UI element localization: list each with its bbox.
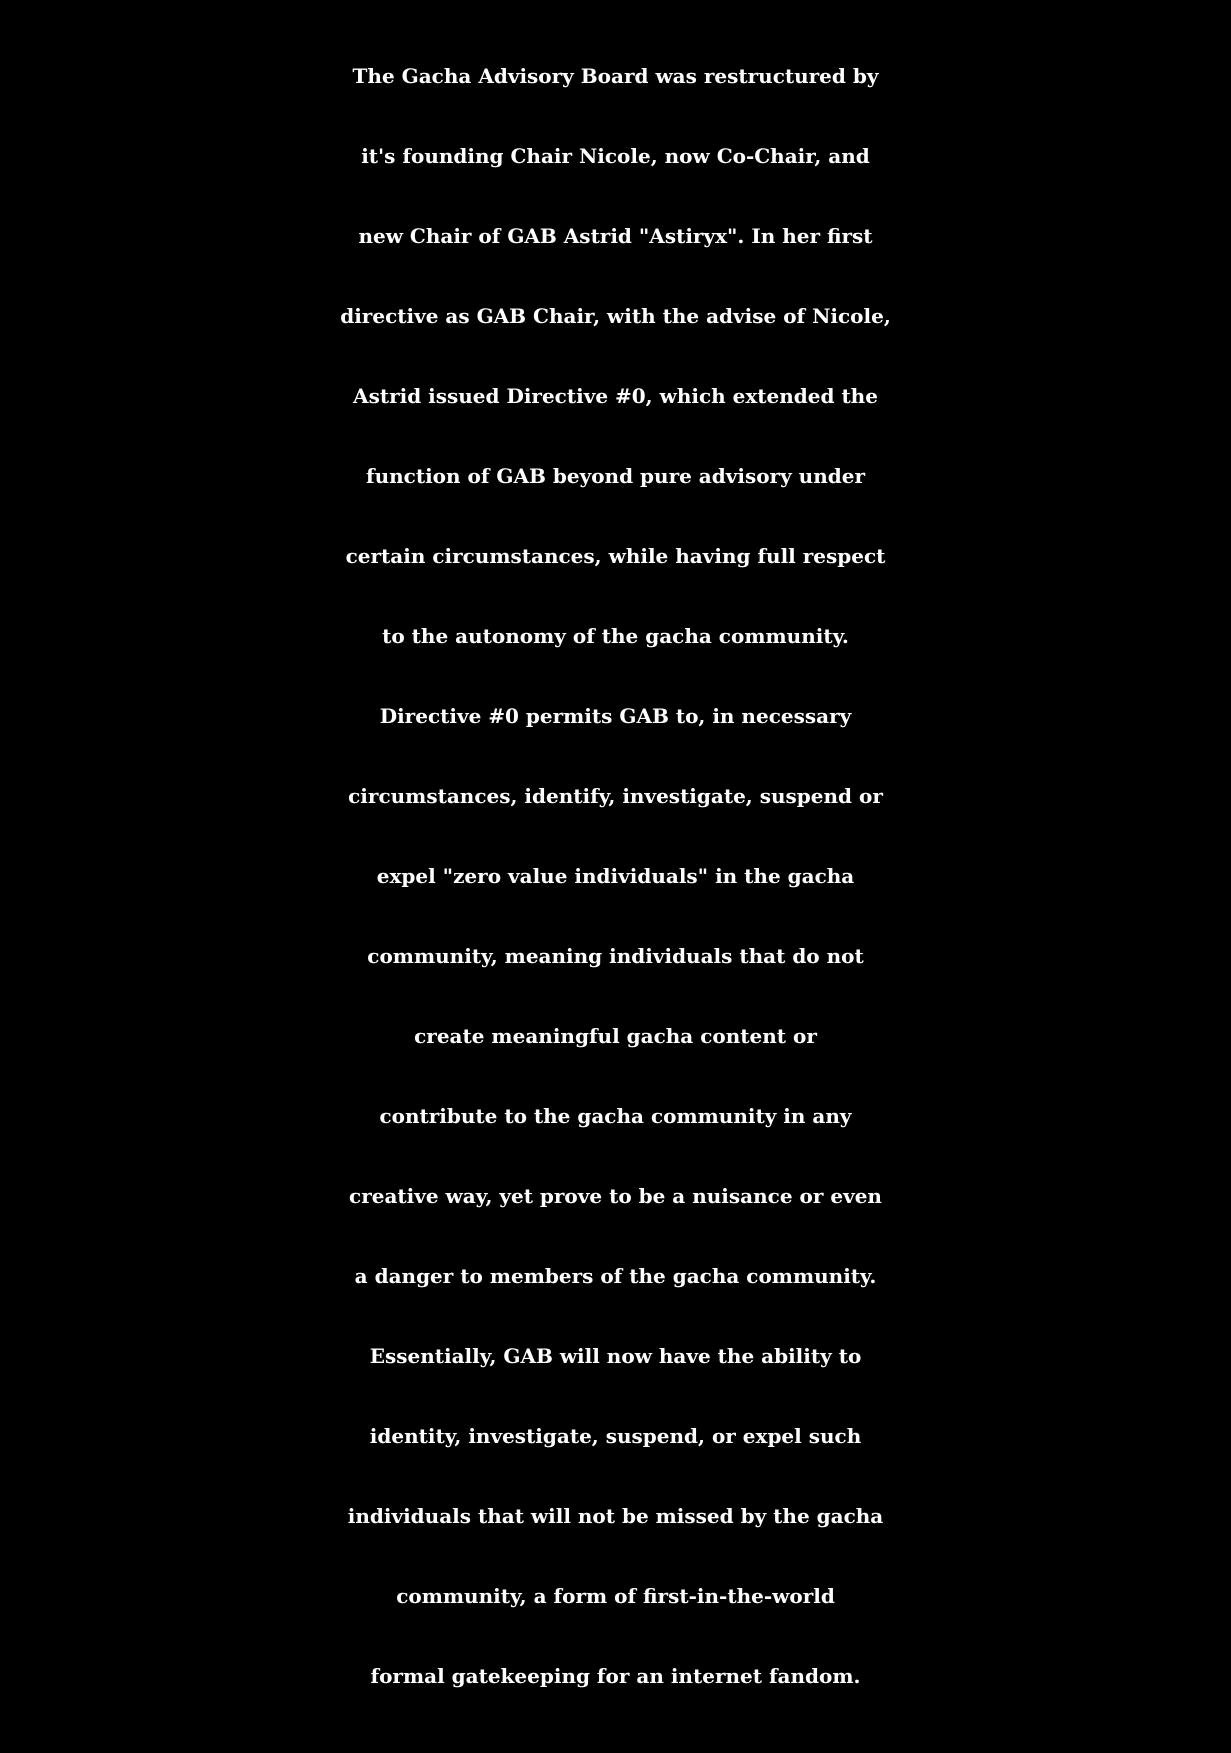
text-line: it's founding Chair Nicole, now Co-Chair, and bbox=[361, 144, 870, 168]
text-line: creative way, yet prove to be a nuisance or even bbox=[349, 1184, 882, 1208]
text-line: directive as GAB Chair, with the advise of Nicole, bbox=[340, 304, 891, 328]
text-line: contribute to the gacha community in any bbox=[379, 1104, 852, 1128]
text-line: a danger to members of the gacha community. bbox=[354, 1264, 877, 1288]
text-line: expel "zero value individuals" in the gacha bbox=[376, 864, 855, 888]
announcement-text bbox=[0, 36, 1231, 1716]
text-line: identity, investigate, suspend, or expel such bbox=[369, 1424, 862, 1448]
text-line: certain circumstances, while having full respect bbox=[345, 544, 886, 568]
text-line: Essentially, GAB will now have the ability to bbox=[369, 1344, 862, 1368]
text-line: Directive #0 permits GAB to, in necessary bbox=[379, 704, 852, 728]
text-line: individuals that will not be missed by the gacha bbox=[347, 1504, 884, 1528]
text-line: function of GAB beyond pure advisory under bbox=[365, 464, 866, 488]
text-line: formal gatekeeping for an internet fandom. bbox=[370, 1664, 861, 1688]
text-line: Astrid issued Directive #0, which extended the bbox=[353, 384, 878, 408]
text-line: community, meaning individuals that do not bbox=[367, 944, 864, 968]
text-line: create meaningful gacha content or bbox=[414, 1024, 817, 1048]
text-line: community, a form of first-in-the-world bbox=[396, 1584, 835, 1608]
text-line: circumstances, identify, investigate, suspend or bbox=[348, 784, 883, 808]
text-line: to the autonomy of the gacha community. bbox=[382, 624, 849, 648]
text-line: new Chair of GAB Astrid "Astiryx". In her first bbox=[358, 224, 873, 248]
text-line: The Gacha Advisory Board was restructured by bbox=[352, 64, 879, 88]
